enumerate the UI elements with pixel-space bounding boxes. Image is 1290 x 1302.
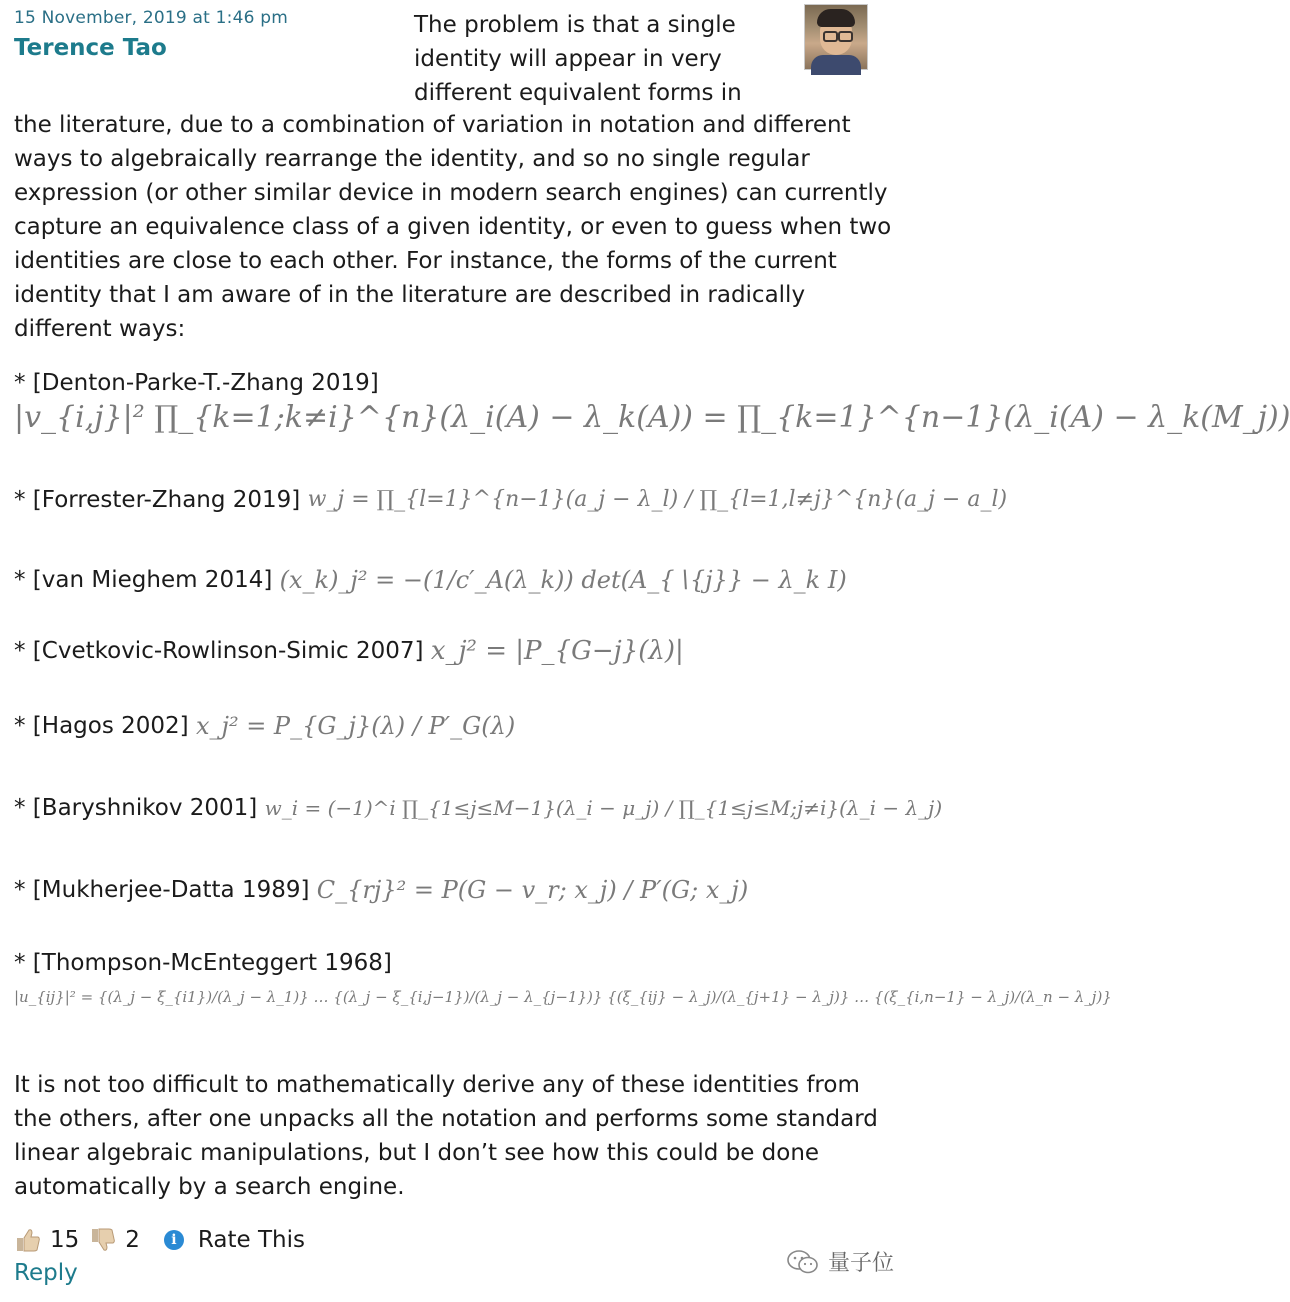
identity-formula: w_j = ∏_{l=1}^{n−1}(a_j − λ_l) / ∏_{l=1,l≠j}^{n}(a_j − a_l) — [307, 487, 1008, 512]
identity-ref: * [Denton-Parke-T.-Zhang 2019] — [14, 370, 379, 396]
identity-formula: |v_{i,j}|² ∏_{k=1;k≠i}^{n}(λ_i(A) − λ_k(A)) = ∏_{k=1}^{n−1}(λ_i(A) − λ_k(M_j)) — [14, 400, 1290, 435]
identity-ref: * [Mukherjee-Datta 1989] — [14, 877, 310, 903]
reply-link[interactable]: Reply — [14, 1260, 78, 1286]
thumbs-up-icon[interactable] — [14, 1226, 42, 1254]
identity-ref: * [Cvetkovic-Rowlinson-Simic 2007] — [14, 638, 424, 664]
info-icon[interactable]: i — [164, 1230, 184, 1250]
comment-text-intro: The problem is that a single identity will appear in very different equivalent forms in — [414, 12, 742, 106]
identity-formula: x_j² = P_{G_j}(λ) / P′_G(λ) — [195, 712, 516, 740]
identity-formula: C_{rj}² = P(G − v_r; x_j) / P′(G; x_j) — [316, 876, 749, 904]
identity-formula: w_i = (−1)^i ∏_{1≤j≤M−1}(λ_i − μ_j) / ∏_{1≤j≤M;j≠i}(λ_i − λ_j) — [264, 795, 943, 820]
identity-ref: * [Forrester-Zhang 2019] — [14, 486, 301, 513]
identity-item — [14, 566, 847, 594]
comment-text-closing: It is not too difficult to mathematically derive any of these identities from the others, after one unpacks all the notation and performs some standard linear algebraic manipulations, but I don’t see how this could be done automatically by a search engine. — [14, 1072, 878, 1200]
comment-text-body: the literature, due to a combination of variation in notation and different ways to algebraically rearrange the identity, and so no single regular expression (or other similar device in modern search engines) can currently capture an equivalence class of a given identity, or even to guess when two identities are close to each other. For instance, the forms of the current identity that I am aware of in the literature are described in radically different ways: — [14, 112, 892, 342]
thumbs-down-icon[interactable] — [89, 1226, 117, 1254]
identity-ref: * [Hagos 2002] — [14, 713, 189, 739]
identity-formula: x_j² = |P_{G−j}(λ)| — [430, 636, 684, 666]
identity-item — [14, 794, 942, 821]
identity-ref: * [Thompson-McEnteggert 1968] — [14, 950, 392, 976]
watermark — [786, 1246, 894, 1277]
identity-formula: (x_k)_j² = −(1/c′_A(λ_k)) det(A_{∖{j}} − λ_k I) — [279, 566, 847, 594]
rate-this-link[interactable]: Rate This — [197, 1227, 305, 1253]
identity-item — [14, 636, 684, 666]
watermark-label: 量子位 — [827, 1251, 894, 1276]
comment-author[interactable]: Terence Tao — [14, 35, 167, 61]
identity-item — [14, 950, 1112, 1006]
identity-item — [14, 486, 1007, 513]
dislike-count: 2 — [125, 1227, 140, 1253]
comment-date[interactable]: 15 November, 2019 at 1:46 pm — [14, 8, 288, 28]
identity-formula: |u_{ij}|² = {(λ_j − ξ_{i1})/(λ_j − λ_1)} … {(λ_j − ξ_{i,j−1})/(λ_j − λ_{j−1})} {(ξ_{ij} − λ_j)/(λ_{j+1} − λ_j)} … {(ξ_{i,n−1} − λ_j)/(λ_n − λ_j)} — [14, 988, 1112, 1006]
like-count: 15 — [50, 1227, 80, 1253]
identity-item — [14, 876, 748, 904]
identity-item — [14, 712, 515, 740]
identity-item — [14, 370, 1290, 435]
identity-ref: * [Baryshnikov 2001] — [14, 794, 258, 821]
wechat-icon — [786, 1248, 820, 1276]
avatar — [804, 4, 868, 70]
rating-bar — [14, 1226, 305, 1254]
identity-ref: * [van Mieghem 2014] — [14, 567, 273, 593]
